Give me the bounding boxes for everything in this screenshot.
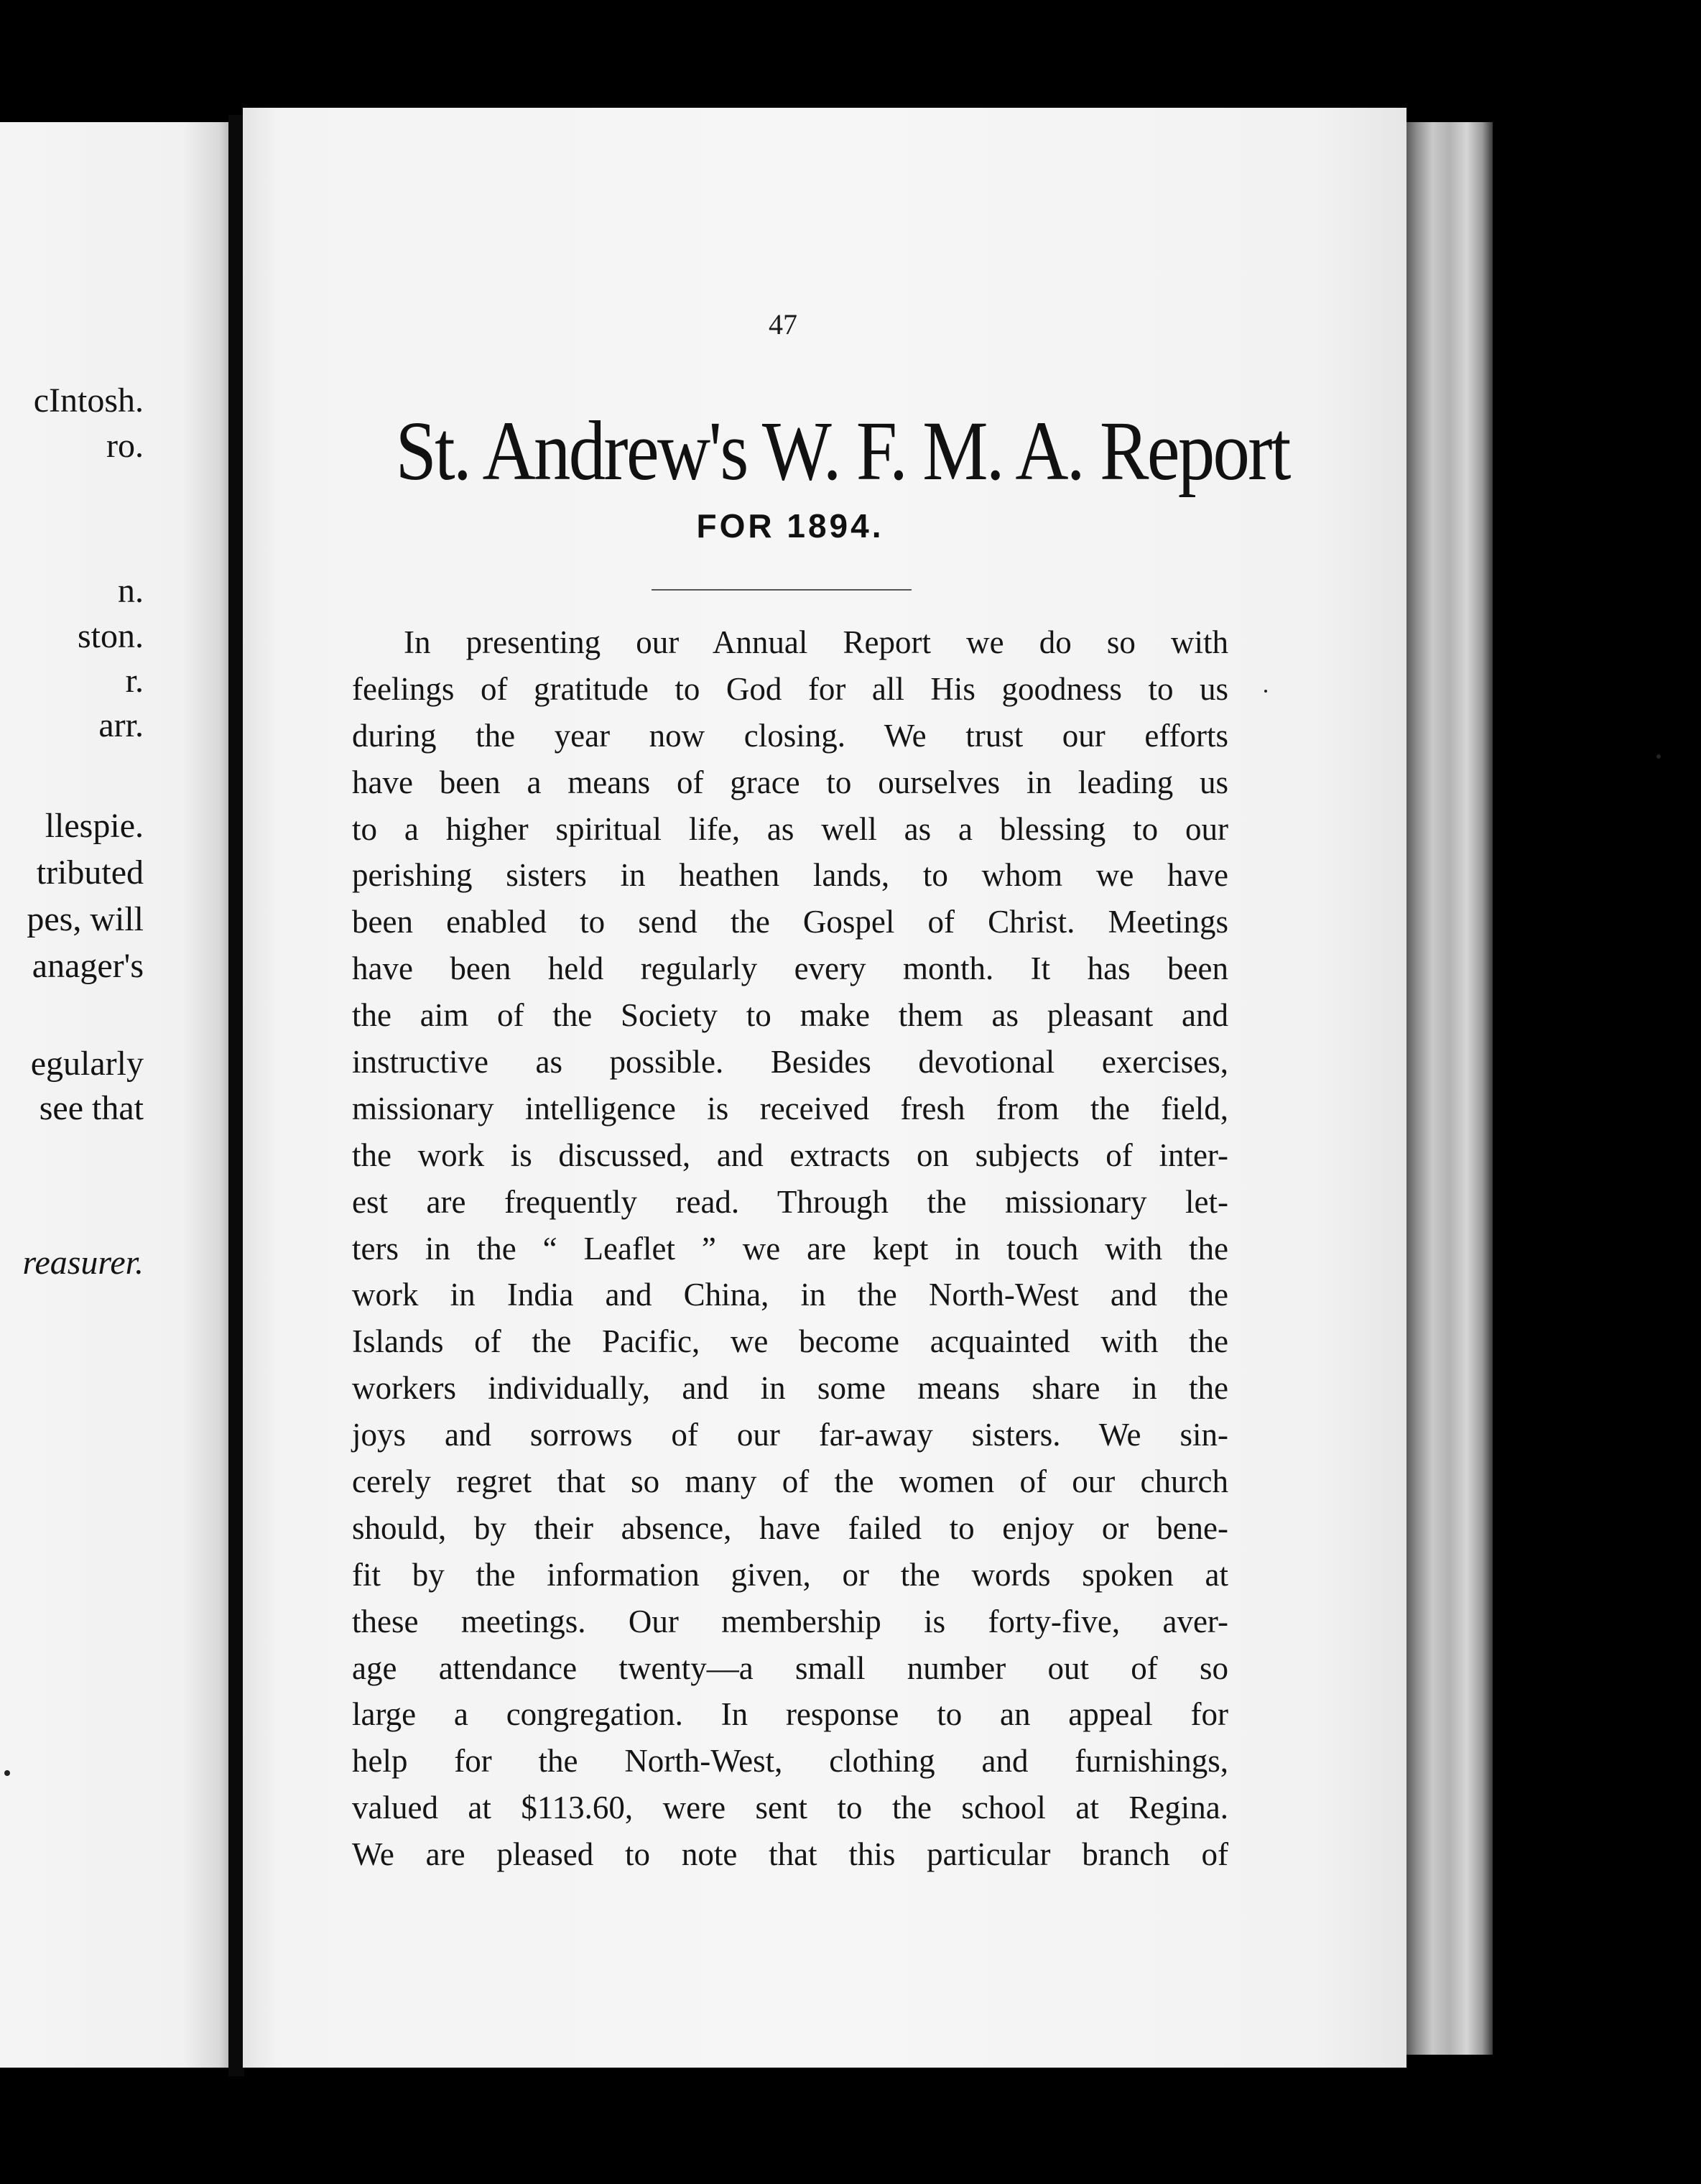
left-page-line: ro. bbox=[106, 427, 144, 465]
body-line: have been held regularly every month. It has been bbox=[352, 950, 1228, 987]
body-line: have been a means of grace to ourselves in leading us bbox=[352, 764, 1228, 800]
left-page-line: reasurer. bbox=[22, 1244, 144, 1282]
body-line: these meetings. Our membership is forty-five, aver- bbox=[352, 1603, 1228, 1639]
body-line: to a higher spiritual life, as well as a blessing to our bbox=[352, 810, 1228, 847]
ink-speck bbox=[1656, 754, 1661, 759]
left-page-line: ston. bbox=[77, 617, 144, 655]
ink-speck bbox=[1264, 690, 1267, 693]
body-line: during the year now closing. We trust our efforts bbox=[352, 717, 1228, 754]
page-block-edge bbox=[1406, 122, 1493, 2055]
ink-speck bbox=[4, 1770, 10, 1776]
left-page-line: cIntosh. bbox=[33, 381, 144, 420]
report-body bbox=[352, 619, 1228, 1878]
page-number: 47 bbox=[769, 308, 797, 341]
body-line: should, by their absence, have failed to enjoy or bene- bbox=[352, 1509, 1228, 1546]
left-page-line: tributed bbox=[36, 853, 144, 892]
body-line: age attendance twenty—a small number out of so bbox=[352, 1649, 1228, 1686]
left-page-line: egularly bbox=[30, 1045, 144, 1083]
body-line: ters in the “ Leaflet ” we are kept in touch with the bbox=[352, 1230, 1228, 1267]
body-line: In presenting our Annual Report we do so with bbox=[404, 624, 1228, 660]
body-line: the aim of the Society to make them as pleasant and bbox=[352, 997, 1228, 1034]
body-line: workers individually, and in some means share in the bbox=[352, 1370, 1228, 1407]
body-line: fit by the information given, or the words spoken at bbox=[352, 1556, 1228, 1593]
body-line: the work is discussed, and extracts on subjects of inter- bbox=[352, 1137, 1228, 1173]
body-line: We are pleased to note that this particular branch of bbox=[352, 1836, 1228, 1873]
left-page-line: llespie. bbox=[45, 807, 144, 845]
left-page-line: anager's bbox=[32, 947, 144, 985]
book-gutter bbox=[228, 115, 244, 2076]
body-line: feelings of gratitude to God for all His goodness to us bbox=[352, 670, 1228, 707]
left-page-line: pes, will bbox=[27, 900, 144, 938]
body-line: cerely regret that so many of the women of our church bbox=[352, 1463, 1228, 1500]
page-subtitle: FOR 1894. bbox=[696, 507, 884, 545]
body-line: work in India and China, in the North-West and the bbox=[352, 1277, 1228, 1313]
body-line: large a congregation. In response to an appeal for bbox=[352, 1696, 1228, 1733]
body-line: est are frequently read. Through the missionary let- bbox=[352, 1183, 1228, 1220]
page-title: St. Andrew's W. F. M. A. Report bbox=[395, 404, 1289, 498]
body-line: been enabled to send the Gospel of Christ. Meetings bbox=[352, 904, 1228, 940]
body-line: missionary intelligence is received fresh from the field, bbox=[352, 1090, 1228, 1126]
body-line: valued at $113.60, were sent to the school at Regina. bbox=[352, 1790, 1228, 1826]
left-page-line: see that bbox=[39, 1089, 144, 1127]
left-page-line: r. bbox=[125, 662, 144, 700]
title-divider bbox=[652, 589, 912, 591]
body-line: perishing sisters in heathen lands, to whom we have bbox=[352, 857, 1228, 894]
left-page-line: n. bbox=[118, 572, 144, 610]
body-line: instructive as possible. Besides devotional exercises, bbox=[352, 1044, 1228, 1081]
body-line: Islands of the Pacific, we become acquainted with the bbox=[352, 1323, 1228, 1360]
left-page-line: arr. bbox=[98, 706, 144, 744]
body-line: joys and sorrows of our far-away sisters. We sin- bbox=[352, 1417, 1228, 1453]
body-line: help for the North-West, clothing and furnishings, bbox=[352, 1743, 1228, 1780]
left-facing-page bbox=[0, 122, 228, 2068]
